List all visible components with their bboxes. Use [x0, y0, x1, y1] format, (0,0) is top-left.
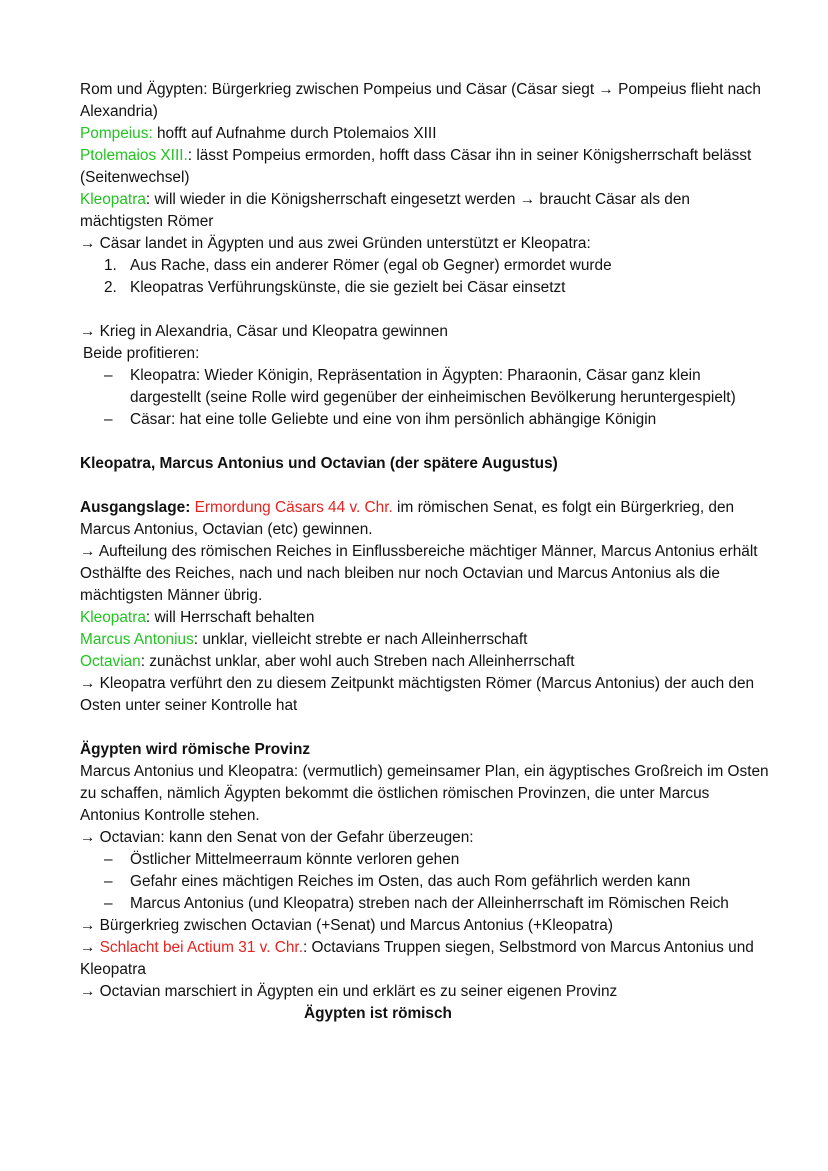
- actium-event: Schlacht bei Actium 31 v. Chr.: [99, 939, 303, 956]
- dangers-list: [80, 849, 770, 915]
- ausgangslage-event: Ermordung Cäsars 44 v. Chr.: [194, 499, 393, 516]
- spacer: [80, 475, 770, 497]
- list-item: [80, 365, 770, 409]
- octavian-text: : zunächst unklar, aber wohl auch Streben nach Alleinherrschaft: [140, 653, 575, 670]
- list-marker: –: [104, 411, 113, 428]
- list-marker: –: [104, 851, 113, 868]
- ptolemaios-text: : lässt Pompeius ermorden, hofft dass Cäsar ihn in seiner Königsherrschaft belässt (Seitenwechsel): [80, 147, 752, 186]
- list-item: [80, 277, 770, 299]
- arrow-prefix: →: [80, 939, 100, 956]
- octavian-label: Octavian: [80, 653, 141, 670]
- kleopatra-text: : will Herrschaft behalten: [145, 609, 315, 626]
- caesar-lands-line: → Cäsar landet in Ägypten und aus zwei Gründen unterstützt er Kleopatra:: [80, 235, 591, 252]
- actium-line: [80, 937, 770, 981]
- octavian-line: [80, 651, 770, 673]
- kleopatra-line: [80, 189, 770, 233]
- list-item: [80, 893, 770, 915]
- list-marker: 1.: [104, 257, 117, 274]
- pompeius-line: [80, 123, 770, 145]
- ptolemaios-label: Ptolemaios XIII.: [80, 147, 188, 164]
- list-item: [80, 409, 770, 431]
- conclusion-line: Ägypten ist römisch: [304, 1005, 452, 1022]
- list-item-text: Aus Rache, dass ein anderer Römer (egal ob Gegner) ermordet wurde: [130, 257, 612, 274]
- list-item-text: Kleopatra: Wieder Königin, Repräsentation in Ägypten: Pharaonin, Cäsar ganz klein dargestellt (seine Rolle wird gegenüber der einheimischen Bevölkerung heruntergespielt): [130, 367, 736, 406]
- actium-text: : Octavians Truppen siegen, Selbstmord von Marcus Antonius und Kleopatra: [80, 939, 754, 978]
- list-item: [80, 255, 770, 277]
- section-heading: Ägypten wird römische Provinz: [80, 741, 311, 758]
- section-heading: Kleopatra, Marcus Antonius und Octavian (der spätere Augustus): [80, 455, 558, 472]
- list-item-text: Östlicher Mittelmeerraum könnte verloren gehen: [130, 851, 460, 868]
- list-item-text: Gefahr eines mächtigen Reiches im Osten, das auch Rom gefährlich werden kann: [130, 873, 691, 890]
- ptolemaios-line: [80, 145, 770, 189]
- march-line: → Octavian marschiert in Ägypten ein und erklärt es zu seiner eigenen Provinz: [80, 983, 618, 1000]
- antonius-line: [80, 629, 770, 651]
- list-marker: –: [104, 367, 113, 384]
- list-marker: –: [104, 895, 113, 912]
- ausgangslage-label: Ausgangslage:: [80, 499, 191, 516]
- kleopatra-label: Kleopatra: [80, 609, 146, 626]
- list-item: [80, 849, 770, 871]
- spacer: [80, 431, 770, 453]
- both-profit-line: Beide profitieren:: [83, 345, 200, 362]
- pompeius-text: hofft auf Aufnahme durch Ptolemaios XIII: [152, 125, 437, 142]
- list-marker: 2.: [104, 279, 117, 296]
- list-item-text: Marcus Antonius (und Kleopatra) streben nach der Alleinherrschaft im Römischen Reich: [130, 895, 729, 912]
- pompeius-label: Pompeius:: [80, 125, 153, 142]
- antonius-text: : unklar, vielleicht strebte er nach Alleinherrschaft: [193, 631, 528, 648]
- list-item: [80, 871, 770, 893]
- reasons-list: [80, 255, 770, 299]
- spacer: [80, 717, 770, 739]
- document-page: [80, 79, 770, 1025]
- benefits-list: [80, 365, 770, 431]
- list-item-text: Cäsar: hat eine tolle Geliebte und eine von ihm persönlich abhängige Königin: [130, 411, 657, 428]
- intro-paragraph: Rom und Ägypten: Bürgerkrieg zwischen Pompeius und Cäsar (Cäsar siegt → Pompeius flieht nach Alexandria): [80, 81, 761, 120]
- kleopatra-text: : will wieder in die Königsherrschaft eingesetzt werden → braucht Cäsar als den mächtigsten Römer: [80, 191, 690, 230]
- kleopatra-label: Kleopatra: [80, 191, 146, 208]
- ausgangslage-text: im römischen Senat, es folgt ein Bürgerkrieg, den Marcus Antonius, Octavian (etc) gewinnen.: [80, 499, 735, 538]
- spacer: [80, 299, 770, 321]
- war-line: → Krieg in Alexandria, Cäsar und Kleopatra gewinnen: [80, 323, 448, 340]
- octavian-senate-line: → Octavian: kann den Senat von der Gefahr überzeugen:: [80, 829, 474, 846]
- list-item-text: Kleopatras Verführungskünste, die sie gezielt bei Cäsar einsetzt: [130, 279, 566, 296]
- list-marker: –: [104, 873, 113, 890]
- civil-war-line: → Bürgerkrieg zwischen Octavian (+Senat) und Marcus Antonius (+Kleopatra): [80, 917, 613, 934]
- antonius-label: Marcus Antonius: [80, 631, 194, 648]
- ausgangslage-paragraph: [80, 497, 770, 541]
- kleopatra-line: [80, 607, 770, 629]
- verfuehrt-paragraph: → Kleopatra verführt den zu diesem Zeitpunkt mächtigsten Römer (Marcus Antonius) der auch den Osten unter seiner Kontrolle hat: [80, 675, 755, 714]
- aufteilung-paragraph: → Aufteilung des römischen Reiches in Einflussbereiche mächtiger Männer, Marcus Antonius erhält Osthälfte des Reiches, nach und nach bleiben nur noch Octavian und Marcus Antonius als die mächtigsten Männer übrig.: [80, 543, 758, 604]
- plan-paragraph: Marcus Antonius und Kleopatra: (vermutlich) gemeinsamer Plan, ein ägyptisches Großreich im Osten zu schaffen, nämlich Ägypten bekommt die östlichen römischen Provinzen, die unter Marcus Antonius Kontrolle stehen.: [80, 763, 769, 824]
